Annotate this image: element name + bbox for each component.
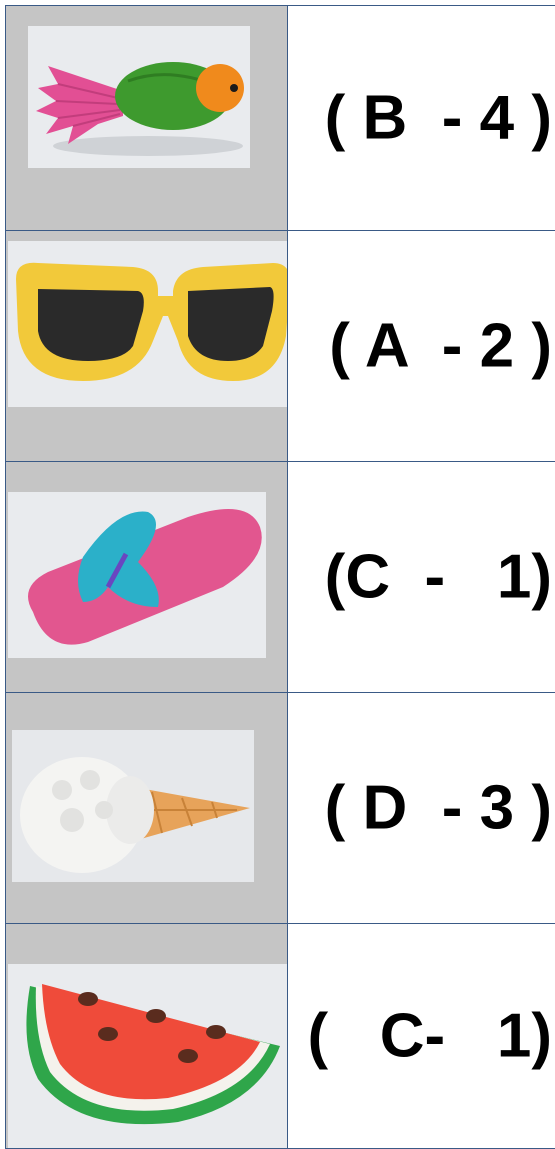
answer-cell [288,6,555,231]
answer-label: (C - 1) [325,542,552,613]
answer-cell [288,462,555,693]
table-row [6,924,555,1149]
image-cell [6,924,288,1149]
answer-cell [288,693,555,924]
flip-flop-eraser-image [8,492,266,658]
answer-label: ( C- 1) [307,1001,552,1072]
answer-label: ( B - 4 ) [325,83,552,154]
parrot-eraser-image [28,26,250,168]
sunglasses-eraser-image [8,241,288,407]
image-cell [6,231,288,462]
answer-cell [288,231,555,462]
table-row [6,693,555,924]
image-cell [6,693,288,924]
watermelon-slice-eraser-image [8,964,288,1148]
table-row [6,231,555,462]
matching-table [5,5,555,1149]
table-row [6,6,555,231]
image-cell [6,462,288,693]
answer-label: ( D - 3 ) [325,773,552,844]
ice-cream-cone-eraser-image [12,730,254,882]
image-cell [6,6,288,231]
table-row [6,462,555,693]
answer-cell [288,924,555,1149]
answer-label: ( A - 2 ) [329,311,552,382]
